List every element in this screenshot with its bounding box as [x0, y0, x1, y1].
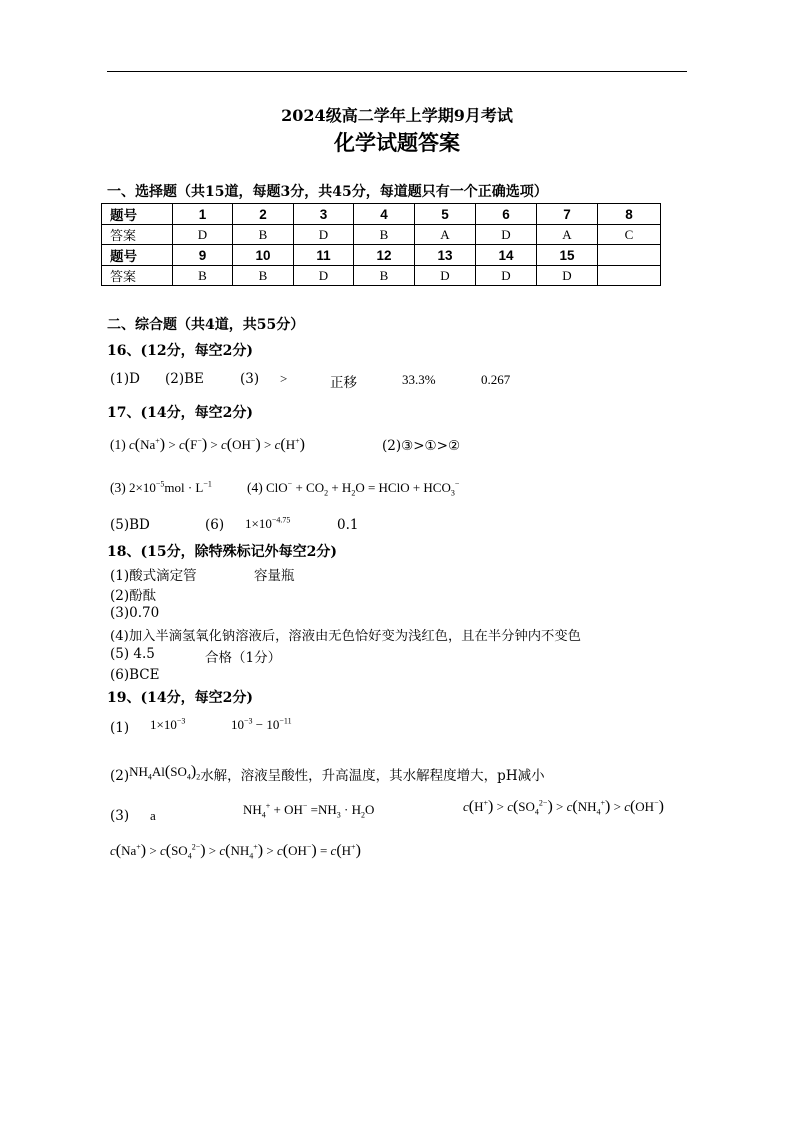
- q17-answer-6-a: $1\times 10^{-4.75}$: [245, 515, 291, 531]
- q17-answer-4: (4) $ClO^- + CO_2 + H_2O$ = HClO + $HCO_3^-$: [247, 479, 460, 498]
- q18-heading: 18、(15分，除特殊标记外每空2分): [107, 544, 337, 560]
- q19-answer-1-b: $10^{-3} - 10^{-11}$: [231, 716, 292, 732]
- q19-answer-2: $(2)NH_4Al(SO_4)_2$水解，溶液呈酸性，升高温度，其水解程度增大，pH减小: [110, 763, 545, 784]
- q18-answer-4: (4)加入半滴氢氧化钠溶液后，溶液由无色恰好变为浅红色，且在半分钟内不变色: [110, 629, 581, 644]
- table-row-answers-1: [102, 225, 661, 245]
- q17-answer-3: (3) $2\times 10^{-5}mol \cdot L^{-1}$: [110, 479, 212, 495]
- question-number: 1: [173, 204, 233, 225]
- question-number: 7: [537, 204, 598, 225]
- answer-table: [101, 203, 661, 286]
- q19-answer-1-label: (1): [110, 720, 130, 736]
- q17-answer-2: (2)③>①>②: [382, 438, 461, 454]
- top-rule: [107, 71, 687, 72]
- q16-answer-3-label: (3): [240, 371, 260, 387]
- q18-answer-5: (5) 4.5: [110, 646, 155, 662]
- row-label-answer: 答案: [102, 266, 173, 286]
- q16-answer-3-d: 0.267: [481, 372, 511, 387]
- q19-answer-3-label: (3): [110, 808, 130, 824]
- q18-answer-5-b: 合格（1分）: [205, 650, 282, 666]
- table-row-numbers-2: [102, 245, 661, 266]
- answer-cell: B: [354, 225, 415, 245]
- q19-answer-3-c: $c(H^+) > c(SO_4^{2-}) > c(NH_4^+) > c(OH^-)$: [463, 798, 664, 817]
- q18-answer-1-b: 容量瓶: [254, 568, 295, 584]
- q19-heading: 19、(14分，每空2分): [107, 690, 253, 706]
- q16-answer-2: (2)BE: [165, 371, 204, 387]
- answer-cell: D: [294, 225, 354, 245]
- row-label-number: 题号: [102, 204, 173, 225]
- answer-cell: D: [537, 266, 598, 286]
- question-number: 4: [354, 204, 415, 225]
- question-number: 10: [233, 245, 294, 266]
- answer-cell: B: [173, 266, 233, 286]
- q17-answer-5: (5)BD: [110, 517, 150, 533]
- answer-cell: A: [415, 225, 476, 245]
- q17-answer-6-b: 0.1: [337, 517, 359, 533]
- q18-answer-1: (1)酸式滴定管: [110, 568, 197, 584]
- q18-answer-6: (6)BCE: [110, 667, 160, 683]
- q16-answer-3-b: 正移: [330, 375, 357, 391]
- q19-answer-3-a: a: [150, 808, 156, 823]
- answer-cell: D: [173, 225, 233, 245]
- q17-answer-6-label: (6): [205, 517, 225, 533]
- answer-cell: B: [233, 225, 294, 245]
- q19-answer-4: $c(Na^+) > c(SO_4^{2-}) > c(NH_4^+) > c(OH^-) = c(H^+)$: [110, 842, 361, 861]
- section-1-heading: 一、选择题（共15道，每题3分，共45分，每道题只有一个正确选项）: [107, 184, 548, 200]
- row-label-answer: 答案: [102, 225, 173, 245]
- question-number: 13: [415, 245, 476, 266]
- question-number: 3: [294, 204, 354, 225]
- q16-answer-1: (1)D: [110, 371, 140, 387]
- q17-answer-1: (1) c(Na+) > c(F−) > c(OH−) > c(H+): [110, 436, 305, 453]
- answer-cell: B: [233, 266, 294, 286]
- answer-cell: [598, 266, 661, 286]
- question-number: 15: [537, 245, 598, 266]
- answer-cell: A: [537, 225, 598, 245]
- question-number: 14: [476, 245, 537, 266]
- question-number: 8: [598, 204, 661, 225]
- answer-title: 化学试题答案: [334, 130, 460, 155]
- row-label-number: 题号: [102, 245, 173, 266]
- question-number: [598, 245, 661, 266]
- q18-answer-3: (3)0.70: [110, 605, 160, 621]
- table-row-numbers-1: [102, 204, 661, 225]
- question-number: 2: [233, 204, 294, 225]
- answer-cell: D: [415, 266, 476, 286]
- answer-cell: C: [598, 225, 661, 245]
- q17-heading: 17、(14分，每空2分): [107, 405, 253, 421]
- q16-heading: 16、(12分，每空2分): [107, 343, 253, 359]
- answer-cell: B: [354, 266, 415, 286]
- question-number: 9: [173, 245, 233, 266]
- q18-answer-2: (2)酚酞: [110, 588, 157, 604]
- answer-cell: D: [476, 225, 537, 245]
- question-number: 12: [354, 245, 415, 266]
- answer-cell: D: [476, 266, 537, 286]
- question-number: 11: [294, 245, 354, 266]
- q16-answer-3-a: >: [280, 371, 288, 386]
- answer-cell: D: [294, 266, 354, 286]
- question-number: 5: [415, 204, 476, 225]
- q19-answer-1-a: $1\times 10^{-3}$: [150, 716, 186, 732]
- exam-title: 2024级高二学年上学期9月考试: [281, 106, 513, 125]
- question-number: 6: [476, 204, 537, 225]
- table-row-answers-2: [102, 266, 661, 286]
- section-2-heading: 二、综合题（共4道，共55分）: [107, 317, 305, 333]
- q16-answer-3-c: 33.3%: [402, 372, 436, 387]
- q19-answer-3-b: $NH_4^+ + OH^- =NH_3 \cdot H_2O$: [243, 801, 375, 820]
